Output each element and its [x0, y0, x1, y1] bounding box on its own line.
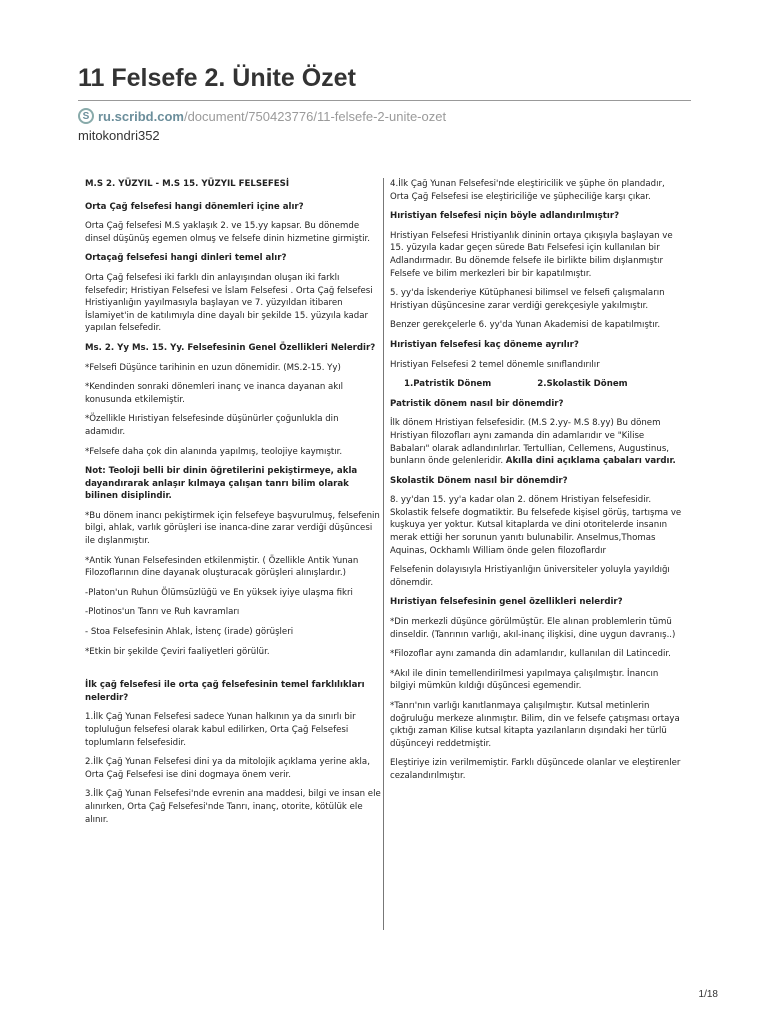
paragraph: *Bu dönem inancı pekiştirmek için felsefeye başvurulmuş, felsefenin bilgi, ahlak, varlık görüşleri ise inanca-dine zarar verdiği düşüncesi ile dışlanmıştır.	[85, 510, 380, 547]
left-column	[85, 178, 381, 833]
paragraph: *Filozoflar aynı zamanda din adamlarıdır, kullanılan dil Latincedir.	[390, 649, 671, 660]
paragraph: *Felsefi Düşünce tarihinin en uzun dönemidir. (MS.2-15. Yy)	[85, 362, 341, 373]
question-heading: Hıristiyan felsefesinin genel özellikleri nelerdir?	[390, 597, 623, 608]
paragraph: Hristiyan Felsefesi Hristiyanlık dininin ortaya çıkışıyla başlayan ve 15. yüzyıla kadar geçen sürede Batı Felsefesi için kullanılan bir Adlandırmadır. Bu dönemde felsefe ile birlikte bilim dışlanmıştır Felsefe ve bilim merkezleri bir bir kapatılmıştır.	[390, 230, 673, 279]
source-link[interactable]	[78, 106, 446, 126]
page-title: 11 Felsefe 2. Ünite Özet	[78, 64, 356, 92]
author-name: mitokondri352	[78, 128, 160, 143]
right-column	[390, 178, 685, 790]
question-heading: Orta Çağ felsefesi hangi dönemleri içine alır?	[85, 201, 304, 212]
paragraph: *Akıl ile dinin temellendirilmesi yapılmaya çalışılmıştır. İnancın bilgiyi mümkün kıldığı düşüncesi egemendir.	[390, 668, 659, 692]
paragraph	[390, 417, 685, 467]
paragraph: Orta Çağ felsefesi M.S yaklaşık 2. ve 15.yy kapsar. Bu dönemde dinsel düşünüş egemen olmuş ve felsefe dinin hizmetine girmiştir.	[85, 221, 371, 244]
page-number: 1/18	[698, 989, 718, 1000]
question-heading: Not: Teoloji belli bir dinin öğretilerini pekiştirmeye, akla dayandırarak anlaşır kılmaya çalışan tanrı bilim olarak bilinen disiplindir.	[85, 466, 358, 502]
paragraph: -Platon'un Ruhun Ölümsüzlüğü ve En yüksek iyiye ulaşma fikri	[85, 587, 353, 598]
paragraph: *Felsefe daha çok din alanında yapılmış, teolojiye kaymıştır.	[85, 446, 343, 457]
paragraph-spacer	[85, 665, 381, 679]
paragraph: *Kendinden sonraki dönemleri inanç ve inanca dayanan akıl konusunda etkilemiştir.	[85, 382, 344, 405]
period-list	[390, 378, 685, 391]
paragraph: 5. yy'da İskenderiye Kütüphanesi bilimsel ve felsefi çalışmaların Hristiyan düşüncesine zarar verdiği gerekçesiyle yakılmıştır.	[390, 288, 665, 311]
paragraph: *Tanrı'nın varlığı kanıtlanmaya çalışılmıştır. Kutsal metinlerin doğruluğu merkeze alınmıştır. Bilim, din ve felsefe çatışması ortaya çıktığı zaman Kilise kutsal kitapta yazılanların dışındaki her türlü düşünceyi reddetmiştir.	[390, 701, 680, 749]
paragraph: *Etkin bir şekilde Çeviri faaliyetleri görülür.	[85, 646, 270, 657]
paragraph: - Stoa Felsefesinin Ahlak, İstenç (irade) görüşleri	[85, 627, 294, 638]
paragraph: Eleştiriye izin verilmemiştir. Farklı düşüncede olanlar ve eleştirenler cezalandırılmıştır.	[390, 758, 681, 781]
period-item: 2.Skolastik Dönem	[537, 379, 628, 390]
paragraph: *Antik Yunan Felsefesinden etkilenmiştir. ( Özellikle Antik Yunan Filozoflarının dine dayanak oluşturacak görüşleri alınışlardır.)	[85, 555, 359, 579]
title-divider	[78, 100, 691, 101]
document-page	[85, 178, 685, 938]
question-heading: Ortaçağ felsefesi hangi dinleri temel alır?	[85, 253, 287, 264]
text-run: İlk dönem Hristiyan felsefesidir. (M.S 2.yy- M.S 8.yy) Bu dönem Hristiyan filozofları aynı zamanda din adamlarıdır ve "Kilise Babaları" olarak adlandırılırlar. Tertullian, Cellemens, Augustinus, bunların önde gelenleridir.	[390, 418, 670, 467]
paragraph: 2.İlk Çağ Yunan Felsefesi dini ya da mitolojik açıklama yerine akla, Orta Çağ Felsefesi ise dini dogmaya önem verir.	[85, 757, 370, 780]
scribd-icon: S	[78, 108, 94, 124]
paragraph: 1.İlk Çağ Yunan Felsefesi sadece Yunan halkının ya da sınırlı bir topluluğun felsefesi olarak kabul edilirken, Orta Çağ Felsefesi toplumların felsefesidir.	[85, 712, 356, 748]
source-domain[interactable]: ru.scribd.com	[98, 108, 184, 124]
question-heading: İlk çağ felsefesi ile orta çağ felsefesinin temel farklılıkları nelerdir?	[85, 680, 365, 703]
paragraph: Felsefenin dolayısıyla Hristiyanlığın üniversiteler yoluyla yayıldığı dönemdir.	[390, 565, 670, 588]
paragraph: Hristiyan Felsefesi 2 temel dönemle sınıflandırılır	[390, 359, 600, 370]
source-path[interactable]: /document/750423776/11-felsefe-2-unite-ozet	[183, 108, 447, 124]
paragraph: Orta Çağ felsefesi iki farklı din anlayışından oluşan iki farklı felsefedir; Hristiyan Felsefesi ve İslam Felsefesi . Orta Çağ felsefesi Hristiyanlığın yayılmasıyla başlayan ve 7. yüzyıldan itibaren İslamiyet'in de katılımıyla dine dayalı bir şekilde 15. yüzyıla kadar yapılan felsefedir.	[85, 272, 373, 334]
text-run: Akılla dini açıklama çabaları vardır.	[505, 456, 676, 467]
section-title: M.S 2. YÜZYIL - M.S 15. YÜZYIL FELSEFESİ	[85, 179, 290, 189]
paragraph: *Din merkezli düşünce görülmüştür. Ele alınan problemlerin tümü dinseldir. (Tanrının varlığı, akıl-inanç ilişkisi, dine uygun davranış..)	[390, 617, 676, 640]
paragraph: 3.İlk Çağ Yunan Felsefesi'nde evrenin ana maddesi, bilgi ve insan ele alınırken, Orta Çağ Felsefesi'nde Tanrı, inanç, otorite, kötülük ele alınır.	[85, 789, 381, 825]
question-heading: Ms. 2. Yy Ms. 15. Yy. Felsefesinin Genel Özellikleri Nelerdir?	[85, 342, 376, 353]
question-heading: Hıristiyan felsefesi kaç döneme ayrılır?	[390, 339, 579, 350]
paragraph: -Plotinos'un Tanrı ve Ruh kavramları	[85, 607, 240, 618]
period-item: 1.Patristik Dönem	[404, 379, 492, 390]
question-heading: Hıristiyan felsefesi niçin böyle adlandırılmıştır?	[390, 211, 620, 222]
paragraph: 4.İlk Çağ Yunan Felsefesi'nde eleştiricilik ve şüphe ön plandadır, Orta Çağ Felsefesi ise eleştiriciliğe ve şüpheciliğe karşı çıkar.	[390, 179, 665, 202]
paragraph: 8. yy'dan 15. yy'a kadar olan 2. dönem Hristiyan felsefesidir. Skolastik felsefe dogmatiktir. Bu felsefede kişisel görüş, tartışma ve kuşkuya yer yoktur. Kutsal kitaplarda ve dini otoritelerde insanın merak ettiği her sorunun yanıtı bulunabilir. Anselmus,Thomas Aquinas, Ockhamlı William önde gelen filozoflardır	[390, 495, 682, 556]
paragraph: Benzer gerekçelerle 6. yy'da Yunan Akademisi de kapatılmıştır.	[390, 320, 661, 331]
paragraph: *Özellikle Hıristiyan felsefesinde düşünürler çoğunlukla din adamıdır.	[85, 414, 339, 437]
question-heading: Skolastik Dönem nasıl bir dönemdir?	[390, 475, 568, 486]
question-heading: Patristik dönem nasıl bir dönemdir?	[390, 398, 564, 409]
column-divider	[383, 178, 384, 930]
